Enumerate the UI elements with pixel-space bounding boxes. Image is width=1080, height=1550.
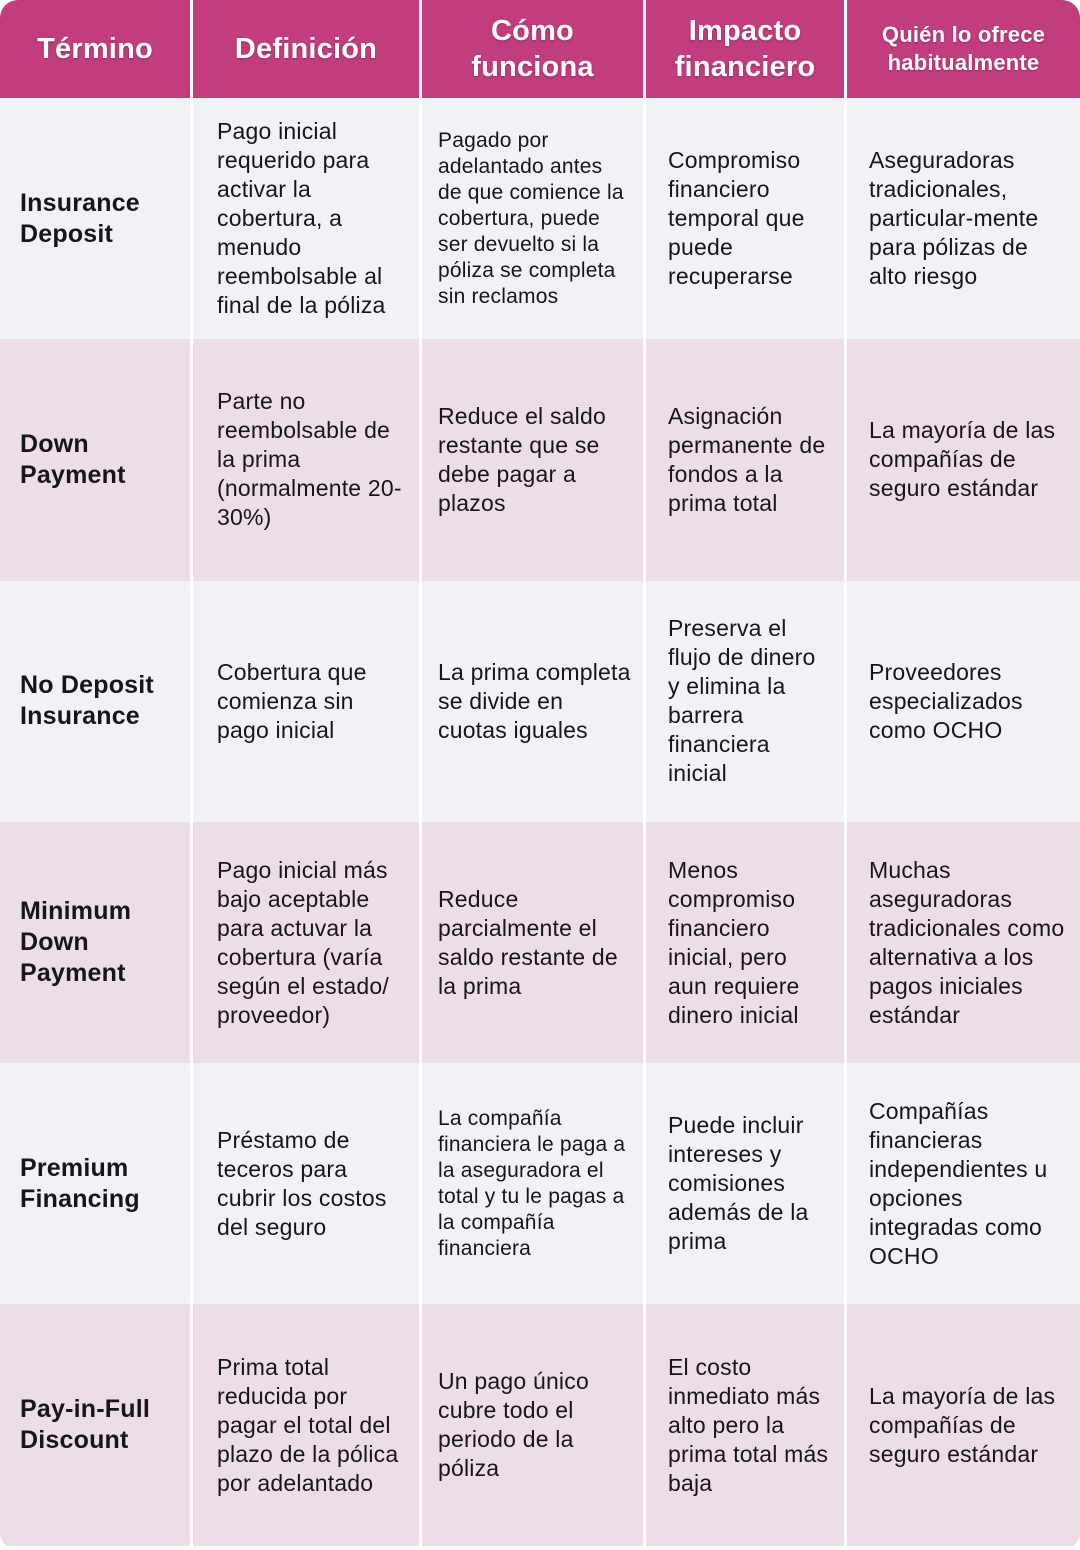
table-row-provider: La mayoría de las compañías de seguro estándar xyxy=(847,1304,1080,1545)
header-como-funciona: Cómo funciona xyxy=(422,0,646,98)
table-row-provider: Muchas aseguradoras tradicionales como alternativa a los pagos iniciales estándar xyxy=(847,822,1080,1063)
table-row-impact: Menos compromiso financiero inicial, pero aun requiere dinero inicial xyxy=(646,822,847,1063)
table-row-definition: Pago inicial requerido para activar la cobertura, a menudo reembolsable al final de la póliza xyxy=(193,98,422,339)
table-row-how: Un pago único cubre todo el periodo de la póliza xyxy=(422,1304,646,1545)
table-row-provider: Proveedores especializados como OCHO xyxy=(847,581,1080,822)
table-row-provider: Compañías financieras independientes u opciones integradas como OCHO xyxy=(847,1063,1080,1304)
table-row-how: La prima completa se divide en cuotas iguales xyxy=(422,581,646,822)
table-row-definition: Cobertura que comienza sin pago inicial xyxy=(193,581,422,822)
table-row-definition: Prima total reducida por pagar el total del plazo de la pólica por adelantado xyxy=(193,1304,422,1545)
table-row-definition: Préstamo de teceros para cubrir los costos del seguro xyxy=(193,1063,422,1304)
table-row-how: Reduce el saldo restante que se debe pagar a plazos xyxy=(422,339,646,580)
table-row-provider: Aseguradoras tradicionales, particular-mente para pólizas de alto riesgo xyxy=(847,98,1080,339)
table-row-term: Premium Financing xyxy=(0,1063,193,1304)
table-row-definition: Parte no reembolsable de la prima (normalmente 20-30%) xyxy=(193,339,422,580)
table-row-term: Minimum Down Payment xyxy=(0,822,193,1063)
table-row-term: Insurance Deposit xyxy=(0,98,193,339)
table-row-impact: Compromiso financiero temporal que puede recuperarse xyxy=(646,98,847,339)
table-row-how: Pagado por adelantado antes de que comience la cobertura, puede ser devuelto si la póliza se completa sin reclamos xyxy=(422,98,646,339)
table-row-term: Down Payment xyxy=(0,339,193,580)
table-row-definition: Pago inicial más bajo aceptable para actuvar la cobertura (varía según el estado/ proveedor) xyxy=(193,822,422,1063)
table-row-term: No Deposit Insurance xyxy=(0,581,193,822)
table-row-impact: El costo inmediato más alto pero la prima total más baja xyxy=(646,1304,847,1545)
header-impacto-financiero: Impacto financiero xyxy=(646,0,847,98)
table-row-provider: La mayoría de las compañías de seguro estándar xyxy=(847,339,1080,580)
header-definicion: Definición xyxy=(193,0,422,98)
table-row-impact: Puede incluir intereses y comisiones además de la prima xyxy=(646,1063,847,1304)
header-termino: Término xyxy=(0,0,193,98)
table-row-how: La compañía financiera le paga a la aseguradora el total y tu le pagas a la compañía financiera xyxy=(422,1063,646,1304)
table-row-how: Reduce parcialmente el saldo restante de la prima xyxy=(422,822,646,1063)
table-row-impact: Asignación permanente de fondos a la prima total xyxy=(646,339,847,580)
table-row-term: Pay-in-Full Discount xyxy=(0,1304,193,1545)
table-row-impact: Preserva el flujo de dinero y elimina la barrera financiera inicial xyxy=(646,581,847,822)
header-quien-lo-ofrece: Quién lo ofrece habitualmente xyxy=(847,0,1080,98)
